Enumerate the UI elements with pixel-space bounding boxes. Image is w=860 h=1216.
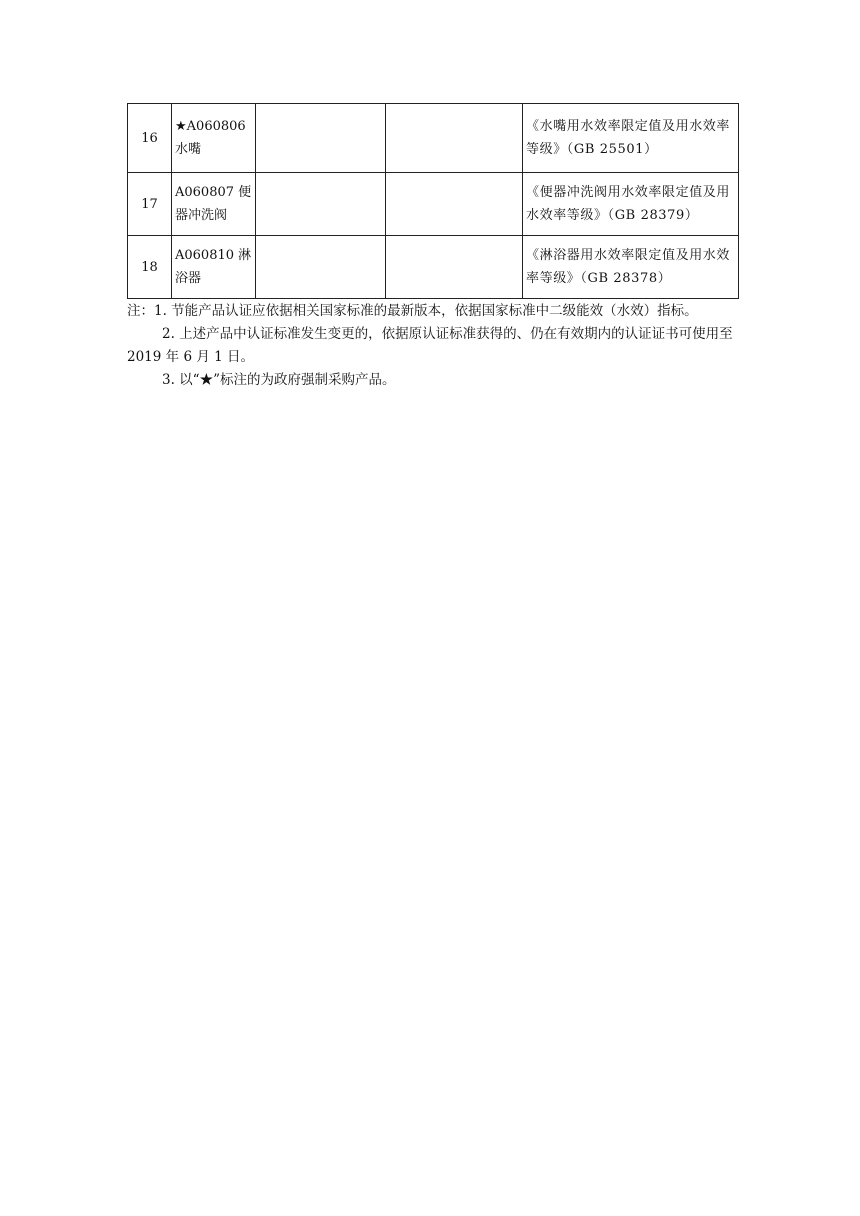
table-row — [128, 173, 739, 236]
note-prefix: 注： — [127, 303, 154, 319]
note-1 — [127, 300, 738, 323]
note-2: 2. 上述产品中认证标准发生变更的，依据原认证标准获得的、仍在有效期内的认证证书可使用至 2019 年 6 月 1 日。 — [127, 326, 733, 365]
empty-cell — [386, 236, 523, 299]
product-item: A060810 淋浴器 — [172, 236, 256, 299]
empty-cell — [386, 173, 523, 236]
row-number: 16 — [128, 104, 172, 173]
standard-reference: 《水嘴用水效率限定值及用水效率等级》（GB 25501） — [523, 104, 739, 173]
standard-reference: 《淋浴器用水效率限定值及用水效率等级》（GB 28378） — [523, 236, 739, 299]
empty-cell — [256, 173, 386, 236]
empty-cell — [386, 104, 523, 173]
product-standards-table — [127, 103, 739, 299]
notes-section — [127, 300, 738, 392]
row-number: 18 — [128, 236, 172, 299]
note-3: 3. 以“★”标注的为政府强制采购产品。 — [162, 372, 396, 388]
table-row — [128, 104, 739, 173]
row-number: 17 — [128, 173, 172, 236]
empty-cell — [256, 104, 386, 173]
note-1-text: 1. 节能产品认证应依据相关国家标准的最新版本，依据国家标准中二级能效（水效）指标。 — [154, 303, 698, 319]
empty-cell — [256, 236, 386, 299]
table-row — [128, 236, 739, 299]
standard-reference: 《便器冲洗阀用水效率限定值及用水效率等级》（GB 28379） — [523, 173, 739, 236]
product-item: ★A060806 水嘴 — [172, 104, 256, 173]
product-item: A060807 便器冲洗阀 — [172, 173, 256, 236]
